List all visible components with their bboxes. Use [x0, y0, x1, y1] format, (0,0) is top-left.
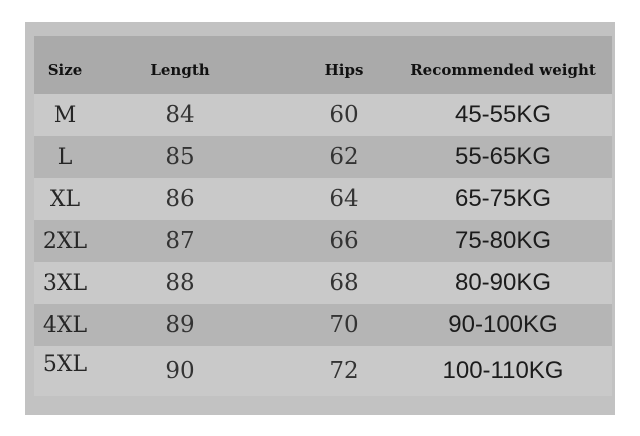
weight-cell: 45-55KG: [454, 101, 552, 128]
table-row: [34, 262, 612, 304]
weight-cell: 55-65KG: [454, 143, 552, 170]
size-cell: XL: [49, 186, 81, 212]
weight-cell: 80-90KG: [454, 269, 552, 296]
header-length: Length: [150, 61, 210, 79]
weight-cell: 100-110KG: [442, 357, 564, 384]
hips-cell: 66: [329, 228, 359, 254]
header-recommended-weight: Recommended weight: [410, 61, 596, 79]
hips-cell: 70: [329, 312, 359, 338]
size-cell: 5XL: [42, 352, 88, 377]
header-hips: Hips: [324, 61, 364, 79]
header-size: Size: [47, 61, 83, 79]
length-cell: 88: [165, 270, 195, 296]
table-header: [34, 36, 612, 94]
size-cell: 3XL: [42, 270, 88, 296]
length-cell: 89: [165, 312, 195, 338]
weight-cell: 90-100KG: [448, 311, 558, 338]
table-row: [34, 220, 612, 262]
table-row: [34, 136, 612, 178]
size-cell: L: [57, 144, 73, 170]
weight-cell: 65-75KG: [454, 185, 552, 212]
table-row: [34, 346, 612, 396]
hips-cell: 72: [329, 358, 359, 384]
length-cell: 85: [165, 144, 195, 170]
weight-cell: 75-80KG: [454, 227, 552, 254]
table-row: [34, 94, 612, 136]
size-cell: M: [53, 102, 77, 128]
length-cell: 84: [165, 102, 195, 128]
hips-cell: 68: [329, 270, 359, 296]
length-cell: 87: [165, 228, 195, 254]
length-cell: 86: [165, 186, 195, 212]
size-cell: 2XL: [42, 228, 88, 254]
table-row: [34, 178, 612, 220]
hips-cell: 62: [329, 144, 359, 170]
table-row: [34, 304, 612, 346]
length-cell: 90: [165, 358, 195, 384]
hips-cell: 60: [329, 102, 359, 128]
hips-cell: 64: [329, 186, 359, 212]
size-cell: 4XL: [42, 312, 88, 338]
